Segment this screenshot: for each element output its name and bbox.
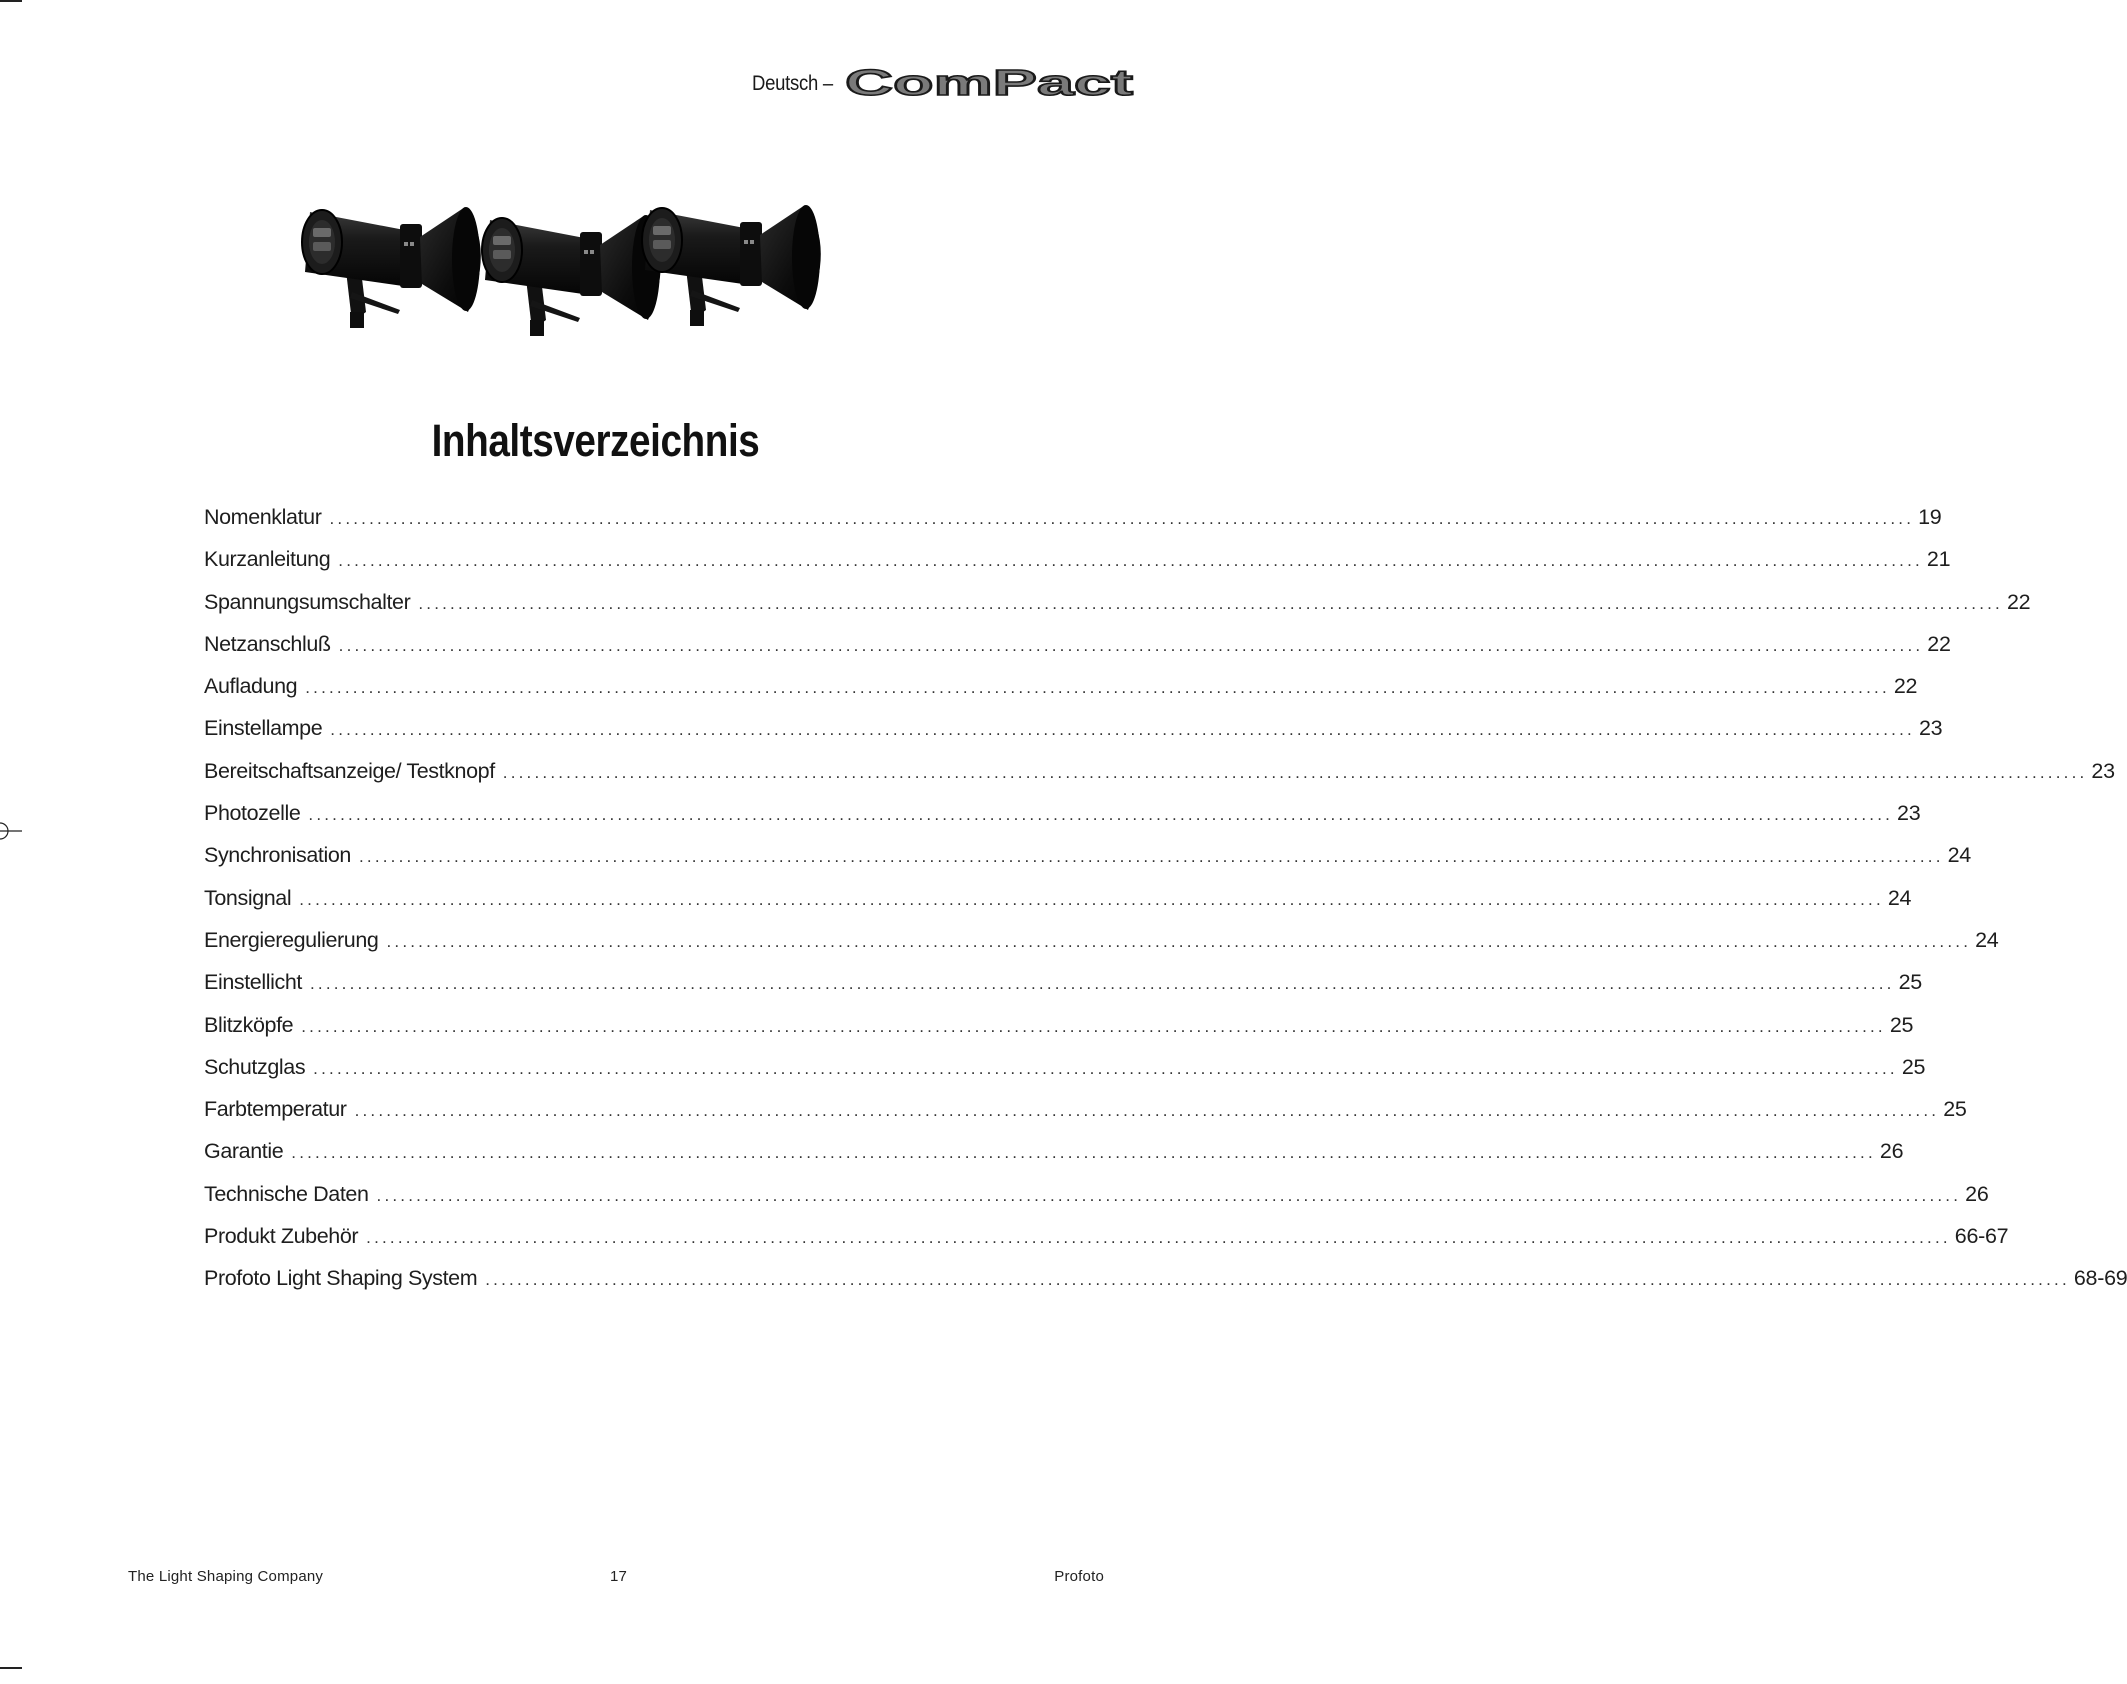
toc-dot-leader: ........................................................................................................................................................................................................ [376,1185,1962,1205]
toc-entry[interactable] [204,505,1942,547]
toc-entry-label: Kurzanleitung [204,547,331,572]
toc-entry-label: Profoto Light Shaping System [204,1266,478,1291]
footer-company: The Light Shaping Company [128,1568,324,1585]
toc-entry-page: 25 [1943,1097,1967,1122]
toc-entry-page: 22 [1893,674,1918,699]
toc-entry[interactable] [204,1097,1967,1139]
toc-dot-leader: ........................................................................................................................................................................................................ [309,974,1895,994]
toc-entry[interactable] [204,927,1999,970]
toc-entry[interactable] [204,547,1951,589]
toc-dot-leader: ........................................................................................................................................................................................................ [313,1058,1898,1078]
product-photo-flash-heads [300,190,930,360]
footer-brand: Profoto [1054,1568,1104,1585]
toc-entry-page: 25 [1901,1054,1926,1079]
toc-entry-label: Technische Daten [204,1181,369,1206]
toc-dot-leader: ........................................................................................................................................................................................................ [329,509,1915,528]
toc-entry[interactable] [204,1181,1989,1224]
toc-entry-label: Blitzköpfe [204,1012,294,1037]
toc-dot-leader: ........................................................................................................................................................................................................ [386,931,1972,951]
toc-entry-page: 25 [1889,1012,1914,1037]
toc-entry[interactable] [204,716,1943,758]
language-label: Deutsch – [752,72,833,95]
toc-entry[interactable] [204,970,1922,1012]
logo-text: ComPact [845,62,1134,103]
toc-entry-page: 24 [1947,843,1971,868]
toc-entry[interactable] [204,801,1921,843]
toc-entry[interactable] [204,631,1951,674]
toc-entry[interactable] [204,843,1971,885]
page-title: Inhaltsverzeichnis [431,415,760,466]
toc-entry[interactable] [204,1266,2127,1308]
toc-entry-label: Bereitschaftsanzeige/ Testknopf [204,758,495,783]
toc-entry-page: 24 [1887,885,1912,910]
toc-entry[interactable] [204,758,2115,801]
toc-entry-label: Garantie [204,1139,284,1164]
crop-mark-bottom [0,1667,22,1669]
toc-dot-leader: ........................................................................................................................................................................................................ [301,1016,1886,1036]
toc-dot-leader: ........................................................................................................................................................................................................ [291,1143,1876,1163]
toc-entry-page: 68-69 [2073,1266,2127,1291]
toc-entry-label: Einstellicht [204,970,302,995]
crop-mark-top [0,0,22,2]
toc-entry[interactable] [204,1012,1914,1055]
toc-dot-leader: ........................................................................................................................................................................................................ [418,593,2003,613]
flash-head-2 [482,215,661,336]
toc-entry[interactable] [204,885,1912,928]
toc-dot-leader: ........................................................................................................................................................................................................ [354,1101,1940,1121]
toc-dot-leader: ........................................................................................................................................................................................................ [366,1228,1951,1248]
toc-entry[interactable] [204,674,1918,716]
toc-entry-page: 19 [1918,505,1942,529]
toc-entry-page: 24 [1975,927,1999,952]
toc-dot-leader: ........................................................................................................................................................................................................ [485,1270,2070,1290]
compact-logo [843,62,1135,103]
toc-dot-leader: ........................................................................................................................................................................................................ [305,678,1890,698]
toc-entry-label: Tonsignal [204,885,292,910]
toc-entry[interactable] [204,1139,1904,1181]
toc-entry-label: Farbtemperatur [204,1097,347,1122]
toc-entry-label: Schutzglas [204,1054,306,1079]
toc-dot-leader: ........................................................................................................................................................................................................ [338,551,1923,571]
page-header [741,62,1135,103]
toc-entry-page: 22 [2006,589,2031,614]
toc-dot-leader: ........................................................................................................................................................................................................ [299,889,1884,909]
toc-entry-label: Produkt Zubehör [204,1224,359,1249]
toc-entry-label: Energieregulierung [204,927,379,952]
registration-mark-icon [0,820,22,842]
table-of-contents [204,505,2127,1309]
flash-head-3 [642,205,821,326]
toc-entry-page: 25 [1898,970,1922,995]
page-number: 17 [610,1568,628,1585]
toc-dot-leader: ........................................................................................................................................................................................................ [358,847,1944,867]
toc-entry[interactable] [204,589,2031,632]
toc-entry-page: 23 [2091,758,2115,783]
toc-dot-leader: ........................................................................................................................................................................................................ [338,635,1924,655]
toc-entry[interactable] [204,1224,2009,1266]
toc-entry-page: 26 [1965,1181,1989,1206]
flash-head-1 [302,207,481,328]
toc-entry-label: Nomenklatur [204,505,322,529]
toc-entry[interactable] [204,1054,1926,1097]
toc-entry-page: 23 [1918,716,1943,741]
toc-entry-page: 23 [1897,801,1921,826]
toc-entry-page: 26 [1879,1139,1904,1164]
toc-dot-leader: ........................................................................................................................................................................................................ [502,762,2088,782]
toc-entry-label: Netzanschluß [204,631,331,656]
toc-entry-label: Synchronisation [204,843,351,868]
toc-entry-label: Photozelle [204,801,301,826]
toc-entry-label: Einstellampe [204,716,323,741]
toc-dot-leader: ........................................................................................................................................................................................................ [330,720,1915,740]
toc-entry-label: Aufladung [204,674,298,699]
toc-entry-page: 21 [1926,547,1951,572]
toc-entry-page: 66-67 [1954,1224,2009,1249]
toc-entry-label: Spannungsumschalter [204,589,411,614]
toc-dot-leader: ........................................................................................................................................................................................................ [308,805,1894,825]
toc-entry-page: 22 [1927,631,1951,656]
